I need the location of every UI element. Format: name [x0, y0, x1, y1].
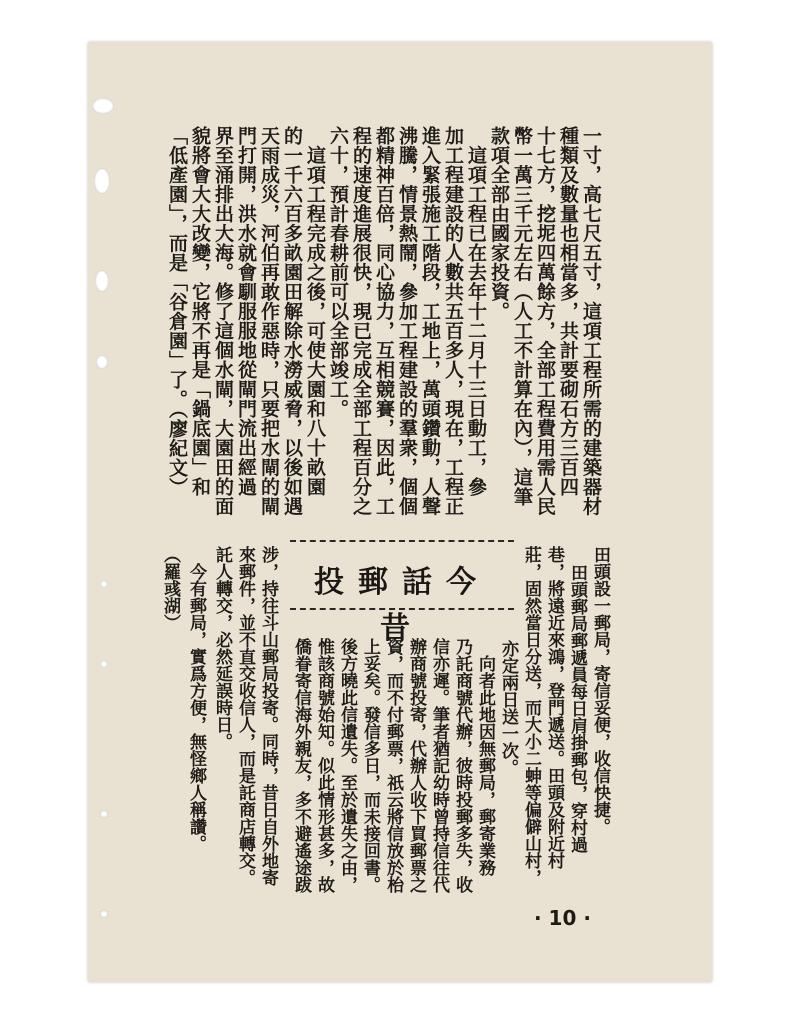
text-column: 今有郵局，實爲方便，無怪鄉人稱讚。 — [186, 546, 206, 852]
text-column: 託人轉交，必然延誤時日。 — [212, 546, 232, 750]
text-column: 的一千六百多畝園田解除水澇威脅，以後如遇 — [281, 126, 303, 516]
text-column: 都精神百倍，同心協力，互相競賽，因此，工 — [373, 126, 395, 516]
text-column: 巷，將遠近來鴻，登門遞送。田頭及附近村 — [544, 546, 564, 869]
text-column: 貌將會大大改變，它將不再是「鍋底園」和 — [189, 126, 211, 497]
text-column: 沸騰，情景熱鬧，參加工程建設的羣衆，個個 — [396, 126, 418, 516]
article-title: 投郵話今昔 — [314, 565, 490, 646]
binder-hole — [94, 168, 110, 194]
text-column: 乃託商號代辦，彼時投郵多失，收 — [452, 638, 472, 893]
text-column: 門打開，洪水就會馴服服地從閘門流出經過 — [235, 126, 257, 497]
text-column: 涉，持往斗山郵局投寄。同時，昔日自外地寄 — [258, 546, 278, 886]
text-column: 這項工程完成之後，可使大園和八十畝園 — [304, 126, 326, 497]
text-column: 六十，預計春耕前可以全部竣工。 — [327, 126, 349, 419]
title-ornament-top — [290, 540, 514, 554]
text-column: 一寸，高七尺五寸，這項工程所需的建築器材 — [580, 126, 602, 516]
text-column: 惟該商號始知。似此情形甚多，故 — [314, 638, 334, 893]
text-column: 幣一萬三千元左右（人工不計算在內），這筆 — [511, 126, 533, 507]
binder-hole — [100, 910, 108, 918]
text-column: 資，而不付郵票，祇云將信放於枱 — [383, 638, 403, 893]
author-credit: （羅彧湖） — [160, 546, 180, 631]
binder-hole — [95, 270, 109, 292]
binder-hole — [100, 580, 108, 588]
text-column: 十七方，挖坭四萬餘方，全部工程費用需人民 — [534, 126, 556, 516]
text-column: 上妥矣。發信多日，而未接回書。 — [360, 638, 380, 893]
text-column: 田頭郵局郵遞員每日肩掛郵包，穿村過 — [567, 564, 587, 853]
text-column: 程的速度進展很快，現已完成全部工程百分之 — [350, 126, 372, 516]
binder-hole — [100, 810, 108, 818]
text-column: 信亦遲。筆者猶記幼時曾持信往代 — [429, 638, 449, 893]
text-column: 辦商號投寄，代辦人收下買郵票之 — [406, 638, 426, 893]
text-column: 莊，固然當日分送，而大小二𧊋等偏僻山村， — [521, 546, 541, 886]
text-column: 界至涌排出大海。修了這個水閘，大園田的面 — [212, 126, 234, 516]
text-column: 進入緊張施工階段，工地上，萬頭鑽動，人聲 — [419, 126, 441, 516]
text-column: 「低產園」，而是「谷倉園」了。（廖紀文） — [166, 126, 188, 497]
binder-hole — [96, 355, 108, 369]
text-column: 向者此地因無郵局，郵寄業務 — [475, 638, 495, 876]
text-column: 來郵件，並不直交收信人，而是託商店轉交。 — [235, 546, 255, 886]
binder-hole — [100, 660, 108, 668]
text-column: 天雨成災，河伯再敢作惡時，只要把水閘的閘 — [258, 126, 280, 516]
text-column: 款項全部由國家投資。 — [488, 126, 510, 321]
text-column: 僑眷寄信海外親友，多不避遙途跋 — [291, 638, 311, 893]
title-ornament-bottom — [290, 608, 514, 622]
text-column: 亦定兩日送一次。 — [498, 640, 518, 776]
text-column: 種類及數量也相當多，共計要砌石方三百四 — [557, 126, 579, 497]
page-number: · 10 · — [534, 906, 591, 930]
binder-hole — [92, 98, 114, 114]
text-column: 後方曉此信遺失。至於遺失之由， — [337, 638, 357, 893]
text-column: 田頭設一郵局，寄信妥便，收信快捷。 — [590, 546, 610, 835]
text-column: 這項工程已在去年十二月十三日動工，參 — [465, 126, 487, 497]
text-column: 加工程建設的人數共五百多人，現在，工程正 — [442, 126, 464, 516]
